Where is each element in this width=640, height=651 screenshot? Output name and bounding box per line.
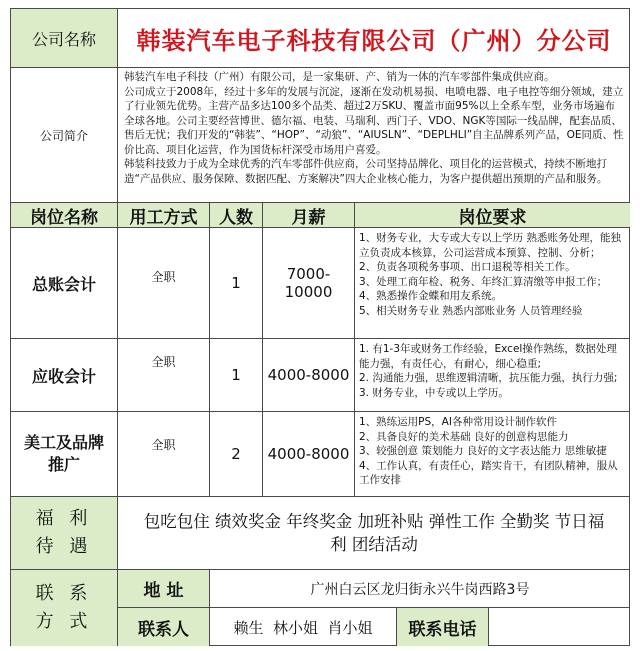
phone-label: 联系电话 <box>397 608 489 646</box>
job-requirements <box>355 412 630 497</box>
job-requirements <box>355 339 630 412</box>
benefits-label: 福 利 待 遇 <box>11 497 118 570</box>
job-salary: 4000-8000 <box>263 339 355 412</box>
requirement-item: 3、处理工商年检、税务、年终汇算清缴等申报工作； <box>359 275 608 288</box>
benefits-text: 包吃包住 绩效奖金 年终奖金 加班补贴 弹性工作 全勤奖 节日福利 团结活动 <box>118 497 630 570</box>
requirement-item: 5、相关财务专业 熟悉内部账业务 人员管理经验 <box>359 304 583 317</box>
company-name: 韩装汽车电子科技有限公司（广州）分公司 <box>118 9 630 68</box>
recruitment-table <box>10 8 630 646</box>
job-requirements <box>355 228 630 339</box>
header-requirements: 岗位要求 <box>355 203 630 228</box>
job-count: 2 <box>210 412 263 497</box>
requirement-item: 2. 沟通能力强，思维逻辑清晰，抗压能力强，执行力强; <box>359 372 618 385</box>
header-type: 用工方式 <box>118 203 210 228</box>
requirement-item: 1、熟练运用PS，AI各种常用设计制作软件 <box>359 416 557 428</box>
requirement-item: 2、具备良好的美术基础 良好的创意构思能力 <box>359 430 569 443</box>
job-count: 1 <box>210 228 263 339</box>
phone-value <box>489 608 630 646</box>
job-title: 美工及品牌推广 <box>11 412 118 497</box>
company-name-label: 公司名称 <box>11 9 118 68</box>
intro-paragraph: 公司成立于2008年，经过十多年的发展与沉淀，逐渐在发动机易损、电喷电器、电子电控等细分领域，建立了行业领先优势。主营产品多达100多个品类、超过2万SKU、覆盖市面95%以上全系车型，业务市场遍布全球各地。公司主要经营博世、德尔福、电装、马瑞利、西门子、VDO、NGK等国际一线品牌，配套品质、售后无忧；我们开发的“韩装”、“HOP”、“动狼”、“AIUSLN”、“DEPLHLI”自主品牌系列产品，OE同质、性价比高、项目化运营，作为国货标杆深受市场用户喜爱。 <box>124 85 624 156</box>
contact-persons: 赖生 林小姐 肖小姐 <box>210 608 397 646</box>
header-count: 人数 <box>210 203 263 228</box>
job-salary: 4000-8000 <box>263 412 355 497</box>
requirement-item: 4、工作认真，有责任心，踏实肯干，有团队精神，服从工作安排 <box>359 459 618 487</box>
job-count: 1 <box>210 339 263 412</box>
requirement-item: 3、较强创意 策划能力 良好的文字表达能力 思维敏捷 <box>359 445 607 458</box>
company-intro <box>118 68 630 203</box>
job-type: 全职 <box>118 412 210 497</box>
contact-label: 联 系 方 式 <box>11 570 118 646</box>
job-type: 全职 <box>118 228 210 339</box>
intro-paragraph: 韩装汽车电子科技（广州）有限公司，是一家集研、产、销为一体的汽车零部件集成供应商。 <box>124 71 555 83</box>
requirement-item: 1. 有1-3年或财务工作经验，Excel操作熟练，数据处理能力强，有责任心，有耐心，细心稳重; <box>359 343 617 370</box>
address-label: 地 址 <box>118 570 210 608</box>
requirement-item: 1、财务专业，大专或大专以上学历 熟悉账务处理，能独立负责成本核算，公司运营成本预算、控制、分析； <box>359 232 622 259</box>
job-title: 应收会计 <box>11 339 118 412</box>
intro-paragraph: 韩装科技致力于成为全球优秀的汽车零部件供应商，公司坚持品牌化、项目化的运营模式，持续不断地打造“产品供应、服务保障、数据匹配、方案解决”四大企业核心能力，为客户提供超出预期的产品和服务。 <box>124 158 608 185</box>
job-salary: 7000-10000 <box>263 228 355 339</box>
requirement-item: 3. 财务专业，中专或以上学历。 <box>359 386 509 399</box>
address-value: 广州白云区龙归街永兴牛岗西路3号 <box>210 570 630 608</box>
requirement-item: 2、负责各项税务事项、出口退税等相关工作。 <box>359 261 576 274</box>
contact-person-label: 联系人 <box>118 608 210 646</box>
requirement-item: 4、熟悉操作金蝶和用友系统。 <box>359 290 503 303</box>
job-title: 总账会计 <box>11 228 118 339</box>
job-type: 全职 <box>118 339 210 412</box>
header-salary: 月薪 <box>263 203 355 228</box>
header-position: 岗位名称 <box>11 203 118 228</box>
company-intro-label: 公司简介 <box>11 68 118 203</box>
